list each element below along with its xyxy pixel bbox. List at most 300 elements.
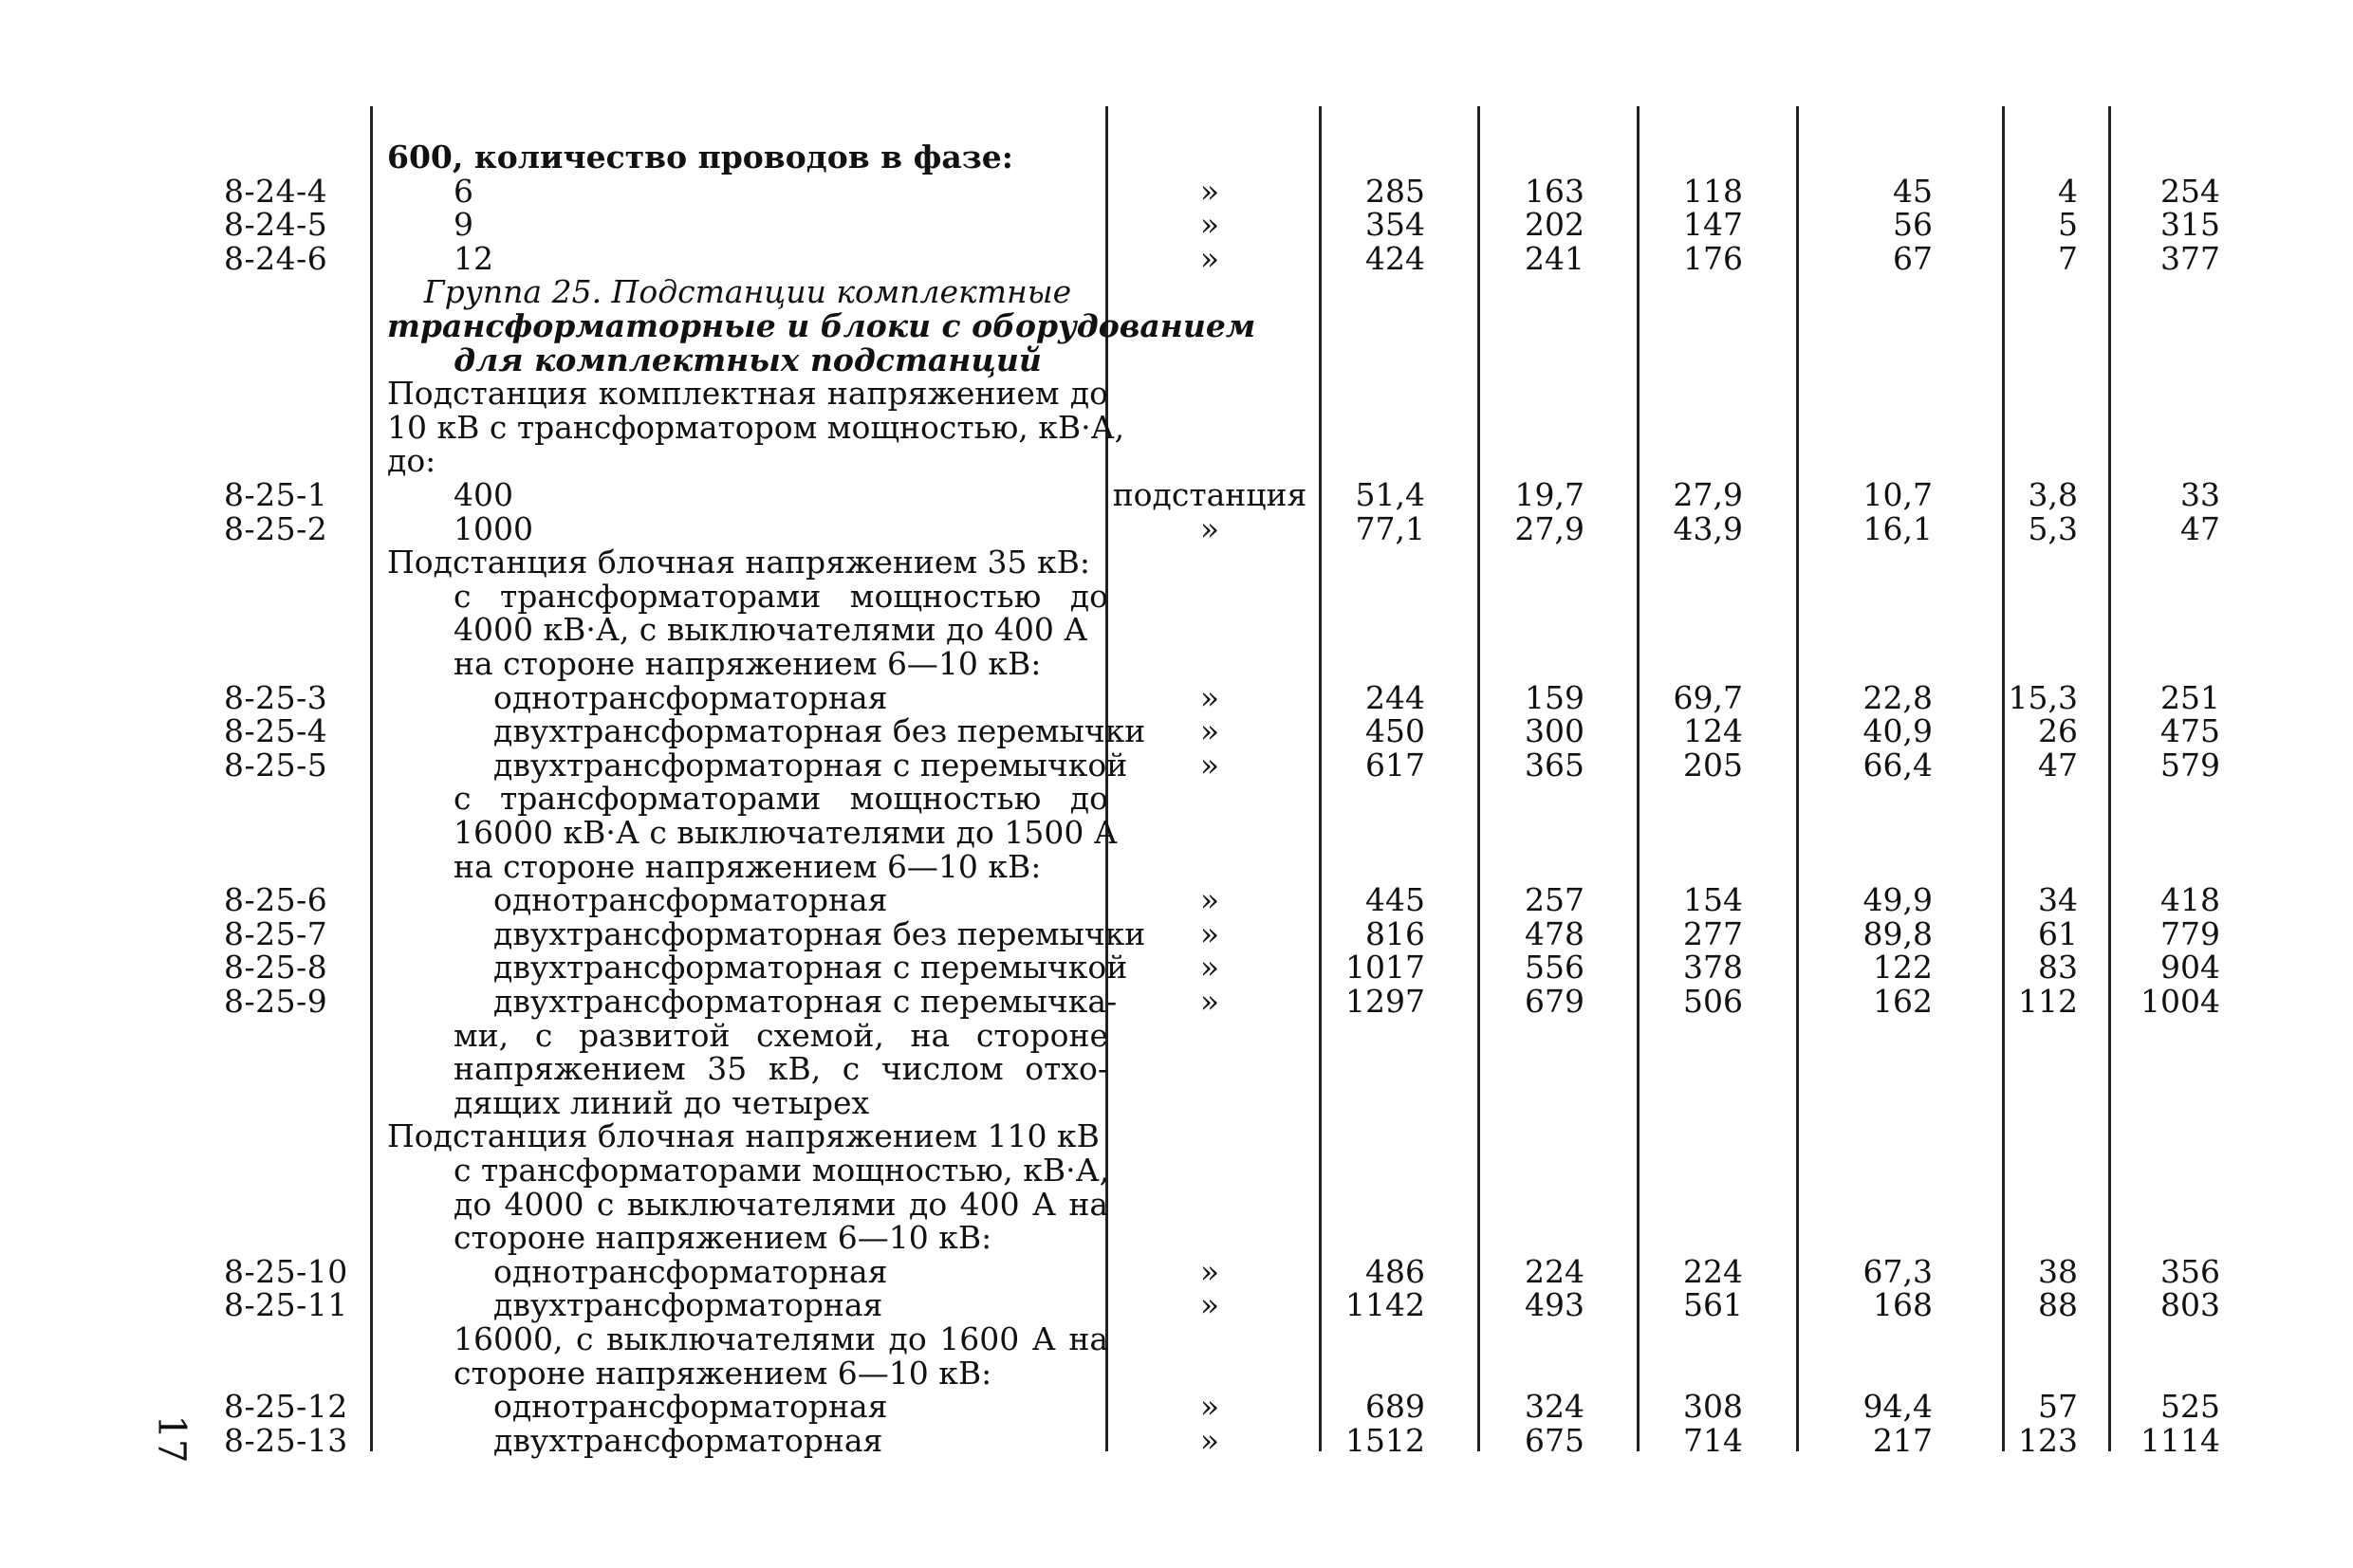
row-description: двухтрансформаторная	[493, 1422, 883, 1459]
row-unit: »	[1199, 983, 1220, 1020]
row-value-4: 67	[1893, 240, 1933, 277]
row-value-6	[2108, 377, 2220, 411]
row-value-6: 251	[2160, 679, 2220, 716]
row-value-5: 61	[2038, 915, 2078, 952]
row-value-1	[1319, 1188, 1425, 1222]
row-value-6	[2108, 1221, 2220, 1255]
row-description: 400	[454, 476, 513, 513]
row-value-6	[2108, 545, 2220, 580]
row-value-3	[1637, 1019, 1743, 1053]
row-value-5	[2002, 309, 2078, 343]
row-value-4	[1784, 140, 1933, 175]
row-value-3: 561	[1683, 1286, 1743, 1323]
row-description: 12	[454, 240, 493, 277]
row-code: 8-25-6	[224, 881, 328, 918]
row-value-6	[2108, 309, 2220, 343]
table-row	[0, 1119, 2353, 1153]
row-code: 8-25-4	[224, 712, 328, 749]
row-description: двухтрансформаторная с перемычкой	[493, 949, 1128, 986]
row-value-1: 424	[1365, 240, 1425, 277]
row-value-5	[2002, 647, 2078, 681]
row-value-6	[2108, 275, 2220, 309]
row-unit	[1110, 1153, 1309, 1188]
row-code	[224, 580, 366, 614]
row-value-3	[1637, 1356, 1743, 1391]
table-row	[0, 1288, 2353, 1322]
row-unit: »	[1199, 173, 1220, 210]
row-value-5	[2002, 850, 2078, 884]
row-description: на стороне напряжением 6—10 кВ:	[454, 848, 1042, 885]
row-unit	[1110, 411, 1309, 445]
row-code	[224, 647, 366, 681]
row-code	[224, 1322, 366, 1356]
row-value-5	[2002, 1086, 2078, 1120]
row-code	[224, 1052, 366, 1086]
row-value-1	[1319, 411, 1425, 445]
row-value-6	[2108, 647, 2220, 681]
row-value-4: 94,4	[1862, 1388, 1933, 1425]
row-unit: »	[1199, 915, 1220, 952]
row-unit	[1110, 1019, 1309, 1053]
row-description: ми, с развитой схемой, на стороне	[454, 1017, 1108, 1054]
row-code: 8-24-5	[224, 206, 328, 243]
table-row	[0, 175, 2353, 209]
row-value-3: 205	[1683, 747, 1743, 784]
row-description: Подстанция блочная напряжением 110 кВ	[387, 1117, 1100, 1154]
row-code: 8-24-6	[224, 240, 328, 277]
row-value-1: 1142	[1345, 1286, 1425, 1323]
row-description: однотрансформаторная	[493, 881, 888, 918]
row-value-2: 324	[1525, 1388, 1584, 1425]
row-value-2	[1480, 275, 1584, 309]
row-value-4	[1784, 545, 1933, 580]
row-value-2: 27,9	[1514, 510, 1584, 547]
row-value-3	[1637, 140, 1743, 175]
row-value-6	[2108, 343, 2220, 378]
row-value-1: 445	[1365, 881, 1425, 918]
row-value-1: 450	[1365, 712, 1425, 749]
row-value-3	[1637, 782, 1743, 816]
row-value-1	[1319, 1356, 1425, 1391]
table-row	[0, 1255, 2353, 1289]
row-value-2	[1480, 1221, 1584, 1255]
row-value-2	[1480, 1356, 1584, 1391]
row-value-3: 27,9	[1673, 476, 1743, 513]
row-value-6: 377	[2160, 240, 2220, 277]
table-row	[0, 850, 2353, 884]
row-value-1	[1319, 1019, 1425, 1053]
row-unit	[1110, 1221, 1309, 1255]
row-value-2: 202	[1525, 206, 1584, 243]
row-value-2	[1480, 444, 1584, 478]
table-row	[0, 512, 2353, 546]
table-row	[0, 1221, 2353, 1255]
row-unit	[1110, 1119, 1309, 1153]
row-value-4	[1784, 580, 1933, 614]
row-value-5: 26	[2038, 712, 2078, 749]
row-value-2	[1480, 1052, 1584, 1086]
table-row	[0, 1052, 2353, 1086]
row-description: 4000 кВ·А, с выключателями до 400 А	[454, 611, 1088, 648]
row-value-2: 675	[1525, 1422, 1584, 1459]
row-value-4: 16,1	[1862, 510, 1933, 547]
row-value-1	[1319, 782, 1425, 816]
table-row	[0, 377, 2353, 411]
row-value-5	[2002, 580, 2078, 614]
row-value-1: 285	[1365, 173, 1425, 210]
row-value-2	[1480, 545, 1584, 580]
row-value-2	[1480, 1119, 1584, 1153]
row-value-3	[1637, 816, 1743, 850]
row-value-2	[1480, 850, 1584, 884]
table-row	[0, 1019, 2353, 1053]
row-value-5: 112	[2018, 983, 2078, 1020]
row-value-6	[2108, 850, 2220, 884]
row-value-4	[1784, 411, 1933, 445]
row-description: с трансформаторами мощностью до	[454, 780, 1108, 817]
row-value-5	[2002, 411, 2078, 445]
row-value-4	[1784, 377, 1933, 411]
row-value-1: 1017	[1345, 949, 1425, 986]
row-value-2: 556	[1525, 949, 1584, 986]
row-value-4	[1784, 1322, 1933, 1356]
row-value-4: 22,8	[1862, 679, 1933, 716]
row-value-3: 154	[1683, 881, 1743, 918]
row-value-5: 5,3	[2028, 510, 2078, 547]
row-code: 8-25-3	[224, 679, 328, 716]
row-value-6	[2108, 1356, 2220, 1391]
row-value-1	[1319, 309, 1425, 343]
row-code	[224, 1221, 366, 1255]
table-row	[0, 1356, 2353, 1391]
row-unit: »	[1199, 1388, 1220, 1425]
row-value-5: 88	[2038, 1286, 2078, 1323]
table-row	[0, 208, 2353, 242]
row-value-2	[1480, 1153, 1584, 1188]
row-value-3: 506	[1683, 983, 1743, 1020]
row-unit: подстанция	[1112, 476, 1307, 513]
row-value-4	[1784, 275, 1933, 309]
row-description: стороне напряжением 6—10 кВ:	[454, 1355, 992, 1392]
row-value-3: 147	[1683, 206, 1743, 243]
row-unit	[1110, 377, 1309, 411]
table-row	[0, 714, 2353, 748]
row-value-4	[1784, 1221, 1933, 1255]
row-unit	[1110, 309, 1309, 343]
row-value-6: 579	[2160, 747, 2220, 784]
row-value-2: 19,7	[1514, 476, 1584, 513]
row-code: 8-25-12	[224, 1388, 348, 1425]
row-value-4: 49,9	[1862, 881, 1933, 918]
row-code	[224, 613, 366, 647]
row-value-2	[1480, 1322, 1584, 1356]
row-unit	[1110, 1188, 1309, 1222]
row-value-3: 378	[1683, 949, 1743, 986]
row-description: с трансформаторами мощностью до	[454, 578, 1108, 615]
row-value-4	[1784, 613, 1933, 647]
row-value-3	[1637, 1221, 1743, 1255]
row-unit	[1110, 647, 1309, 681]
row-value-6: 356	[2160, 1253, 2220, 1290]
table-row	[0, 242, 2353, 276]
row-value-6: 779	[2160, 915, 2220, 952]
row-value-2	[1480, 309, 1584, 343]
row-value-6: 803	[2160, 1286, 2220, 1323]
row-value-3	[1637, 647, 1743, 681]
row-value-6: 254	[2160, 173, 2220, 210]
row-description: 10 кВ с трансформатором мощностью, кВ·А,	[387, 409, 1125, 446]
row-value-4: 45	[1893, 173, 1933, 210]
row-unit	[1110, 275, 1309, 309]
row-value-3	[1637, 1119, 1743, 1153]
row-value-5: 4	[2058, 173, 2078, 210]
table-row	[0, 545, 2353, 580]
row-value-5	[2002, 545, 2078, 580]
row-value-2: 159	[1525, 679, 1584, 716]
table-row	[0, 343, 2353, 378]
row-value-2	[1480, 343, 1584, 378]
row-value-4: 40,9	[1862, 712, 1933, 749]
row-value-5	[2002, 377, 2078, 411]
row-unit	[1110, 545, 1309, 580]
row-value-6	[2108, 1322, 2220, 1356]
row-unit	[1110, 444, 1309, 478]
row-description: 16000 кВ·А с выключателями до 1500 А	[454, 814, 1118, 851]
row-value-6	[2108, 444, 2220, 478]
row-value-1	[1319, 647, 1425, 681]
row-value-1: 51,4	[1355, 476, 1425, 513]
row-code	[224, 782, 366, 816]
row-value-3	[1637, 343, 1743, 378]
row-value-6: 418	[2160, 881, 2220, 918]
row-value-2	[1480, 613, 1584, 647]
row-value-4	[1784, 1019, 1933, 1053]
row-unit: »	[1199, 1286, 1220, 1323]
row-value-5: 47	[2038, 747, 2078, 784]
row-value-3: 69,7	[1673, 679, 1743, 716]
row-value-5	[2002, 816, 2078, 850]
row-value-2	[1480, 1019, 1584, 1053]
row-value-4: 10,7	[1862, 476, 1933, 513]
row-value-1	[1319, 275, 1425, 309]
table-row	[0, 1424, 2353, 1458]
table-row	[0, 985, 2353, 1019]
row-value-3	[1637, 545, 1743, 580]
row-code	[224, 411, 366, 445]
row-code: 8-25-11	[224, 1286, 348, 1323]
row-value-1	[1319, 1086, 1425, 1120]
row-code	[224, 1119, 366, 1153]
row-description: двухтрансформаторная с перемычка-	[493, 983, 1118, 1020]
row-value-6	[2108, 1119, 2220, 1153]
row-code	[224, 1356, 366, 1391]
row-value-2	[1480, 647, 1584, 681]
row-description: до 4000 с выключателями до 400 А на	[454, 1186, 1108, 1223]
row-value-6	[2108, 411, 2220, 445]
row-value-5	[2002, 1019, 2078, 1053]
row-code: 8-24-4	[224, 173, 328, 210]
row-value-6	[2108, 580, 2220, 614]
row-value-3	[1637, 444, 1743, 478]
row-unit	[1110, 1356, 1309, 1391]
table-row	[0, 647, 2353, 681]
table-row	[0, 613, 2353, 647]
row-unit	[1110, 1086, 1309, 1120]
row-value-1	[1319, 1052, 1425, 1086]
row-value-5	[2002, 782, 2078, 816]
row-value-4: 56	[1893, 206, 1933, 243]
row-description: Группа 25. Подстанции комплектные	[423, 273, 1072, 310]
row-value-6	[2108, 1086, 2220, 1120]
row-value-6	[2108, 1153, 2220, 1188]
row-value-4	[1784, 1119, 1933, 1153]
row-value-3: 124	[1683, 712, 1743, 749]
row-code	[224, 275, 366, 309]
row-value-5: 34	[2038, 881, 2078, 918]
row-value-3	[1637, 1153, 1743, 1188]
table-row	[0, 478, 2353, 512]
row-value-4: 67,3	[1862, 1253, 1933, 1290]
row-value-1	[1319, 613, 1425, 647]
table-row	[0, 1086, 2353, 1120]
row-unit	[1110, 580, 1309, 614]
row-value-5: 15,3	[2008, 679, 2078, 716]
row-description: Подстанция блочная напряжением 35 кВ:	[387, 544, 1091, 581]
row-value-2	[1480, 1086, 1584, 1120]
row-value-6: 1114	[2140, 1422, 2220, 1459]
row-value-1	[1319, 140, 1425, 175]
row-value-6	[2108, 1019, 2220, 1053]
row-value-3: 118	[1683, 173, 1743, 210]
row-value-6: 475	[2160, 712, 2220, 749]
row-description: трансформаторные и блоки с оборудованием	[387, 307, 1256, 344]
row-value-2: 300	[1525, 712, 1584, 749]
row-value-2: 478	[1525, 915, 1584, 952]
row-value-5: 7	[2058, 240, 2078, 277]
row-code	[224, 850, 366, 884]
row-code	[224, 377, 366, 411]
row-description: 600, количество проводов в фазе:	[387, 138, 1013, 175]
row-description: на стороне напряжением 6—10 кВ:	[454, 645, 1042, 682]
row-value-5	[2002, 343, 2078, 378]
row-code	[224, 1188, 366, 1222]
row-value-2: 224	[1525, 1253, 1584, 1290]
row-value-1	[1319, 816, 1425, 850]
row-unit: »	[1199, 881, 1220, 918]
row-description: 6	[454, 173, 473, 210]
table-row	[0, 140, 2353, 175]
row-value-6	[2108, 140, 2220, 175]
row-value-3	[1637, 850, 1743, 884]
row-value-4: 122	[1873, 949, 1933, 986]
table-row	[0, 1390, 2353, 1424]
row-value-2	[1480, 816, 1584, 850]
row-description: стороне напряжением 6—10 кВ:	[454, 1219, 992, 1256]
row-value-5: 83	[2038, 949, 2078, 986]
row-value-2	[1480, 411, 1584, 445]
row-value-4: 89,8	[1862, 915, 1933, 952]
row-value-2: 365	[1525, 747, 1584, 784]
row-value-3	[1637, 275, 1743, 309]
row-description: 1000	[454, 510, 533, 547]
row-value-1: 689	[1365, 1388, 1425, 1425]
row-value-6	[2108, 816, 2220, 850]
row-value-4	[1784, 444, 1933, 478]
row-value-2	[1480, 782, 1584, 816]
row-value-6: 904	[2160, 949, 2220, 986]
row-value-6	[2108, 1188, 2220, 1222]
row-description: двухтрансформаторная	[493, 1286, 883, 1323]
table-row	[0, 411, 2353, 445]
row-value-6: 525	[2160, 1388, 2220, 1425]
row-value-1	[1319, 850, 1425, 884]
row-value-1: 77,1	[1355, 510, 1425, 547]
row-value-5	[2002, 444, 2078, 478]
row-value-1	[1319, 1322, 1425, 1356]
row-value-2	[1480, 1188, 1584, 1222]
row-unit	[1110, 782, 1309, 816]
table-row	[0, 309, 2353, 343]
row-value-6: 315	[2160, 206, 2220, 243]
row-description: 9	[454, 206, 473, 243]
row-code	[224, 1086, 366, 1120]
row-value-3	[1637, 411, 1743, 445]
row-value-4	[1784, 309, 1933, 343]
row-value-4	[1784, 1356, 1933, 1391]
row-value-1: 617	[1365, 747, 1425, 784]
row-unit	[1110, 816, 1309, 850]
row-code	[224, 1019, 366, 1053]
row-value-5	[2002, 613, 2078, 647]
table-row	[0, 816, 2353, 850]
row-unit: »	[1199, 1422, 1220, 1459]
row-value-4	[1784, 1086, 1933, 1120]
row-value-5: 123	[2018, 1422, 2078, 1459]
row-unit: »	[1199, 949, 1220, 986]
row-unit: »	[1199, 712, 1220, 749]
row-value-3	[1637, 1052, 1743, 1086]
row-unit: »	[1199, 679, 1220, 716]
row-unit	[1110, 850, 1309, 884]
row-description: однотрансформаторная	[493, 679, 888, 716]
row-value-1	[1319, 545, 1425, 580]
row-value-5	[2002, 1052, 2078, 1086]
row-description: с трансформаторами мощностью, кВ·А,	[454, 1152, 1110, 1189]
row-value-1	[1319, 1221, 1425, 1255]
row-value-3	[1637, 580, 1743, 614]
row-code	[224, 140, 366, 175]
row-value-1	[1319, 1153, 1425, 1188]
row-value-5	[2002, 1119, 2078, 1153]
table-row	[0, 950, 2353, 985]
row-unit	[1110, 343, 1309, 378]
row-unit: »	[1199, 510, 1220, 547]
row-value-5: 38	[2038, 1253, 2078, 1290]
row-value-3: 714	[1683, 1422, 1743, 1459]
row-value-3: 176	[1683, 240, 1743, 277]
row-description: дящих линий до четырех	[454, 1084, 870, 1121]
row-unit	[1110, 613, 1309, 647]
row-value-4	[1784, 1052, 1933, 1086]
row-unit: »	[1199, 747, 1220, 784]
table-row	[0, 580, 2353, 614]
row-value-2: 241	[1525, 240, 1584, 277]
row-value-2: 257	[1525, 881, 1584, 918]
row-value-5	[2002, 275, 2078, 309]
row-value-1: 354	[1365, 206, 1425, 243]
row-value-1	[1319, 580, 1425, 614]
row-value-4	[1784, 1188, 1933, 1222]
